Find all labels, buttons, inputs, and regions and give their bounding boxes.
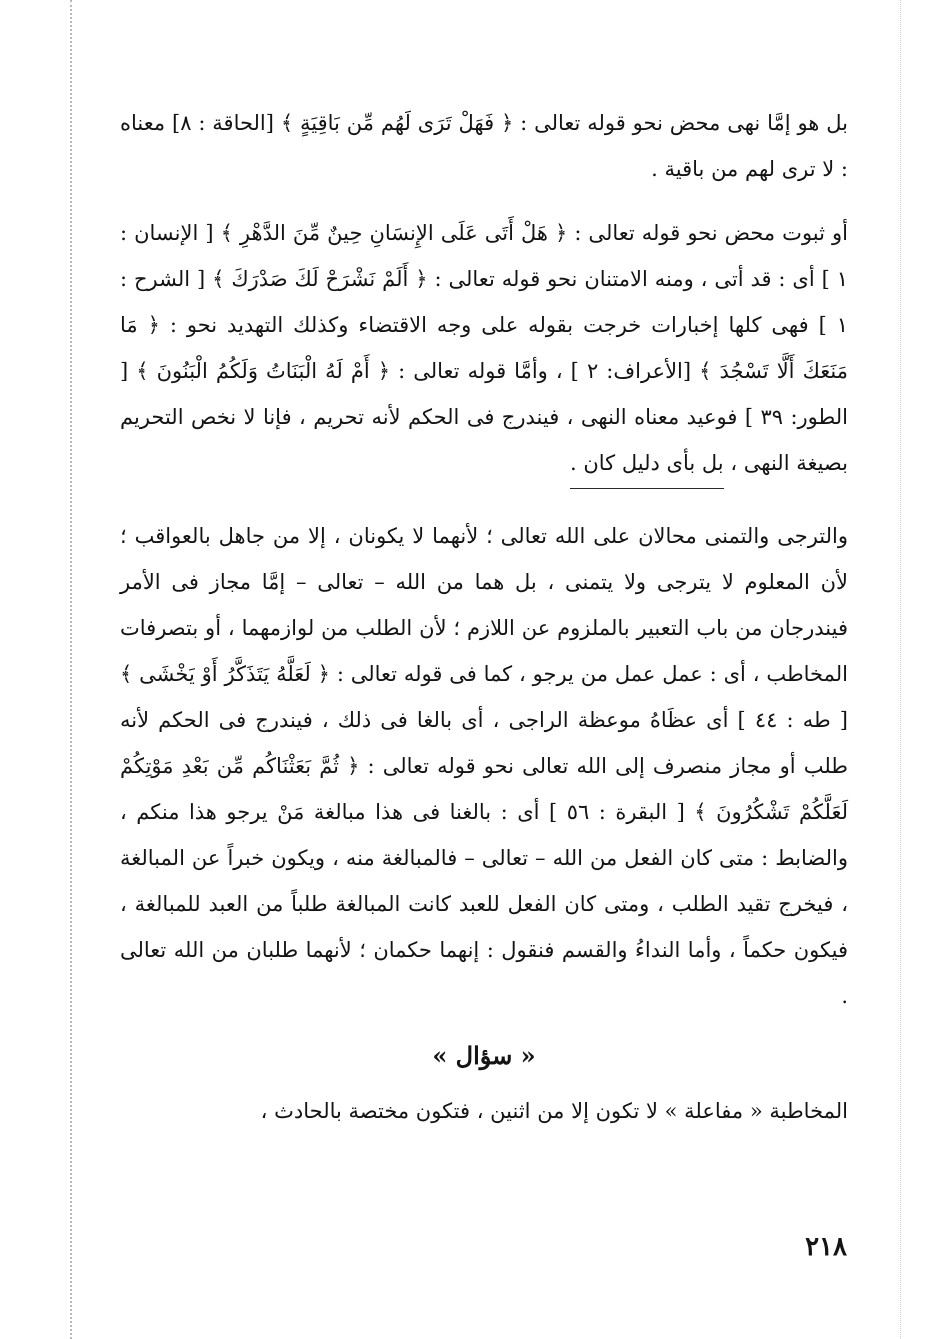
paragraph-2-underlined-tail: بل بأى دليل كان . (570, 440, 724, 489)
left-edge-dotted-line (70, 0, 72, 1339)
page-body (120, 100, 848, 1134)
paragraph-2 (120, 210, 848, 489)
section-heading: « سؤال » (432, 1041, 536, 1070)
paragraph-3: والترجى والتمنى محالان على الله تعالى ؛ لأنهما لا يكونان ، إلا من جاهل بالعواقب ؛ لأن المعلوم لا يترجى ولا يتمنى ، بل هما من الله – تعالى – إمَّا مجاز فى الأمر فيندرجان من باب التعبير بالملزوم عن اللازم ؛ لأن الطلب من لوازمهما ، أو بتصرفات المخاطب ، أى : عمل عمل من يرجو ، كما فى قوله تعالى : ﴿ لَعَلَّهُ يَتَذَكَّرُ أَوْ يَخْشَى ﴾ [ طه : ٤٤ ] أى عظَاهُ موعظة الراجى ، أى بالغا فى ذلك ، فيندرج فى الحكم لأنه طلب أو مجاز منصرف إلى الله تعالى نحو قوله تعالى : ﴿ ثُمَّ بَعَثْنَاكُم مِّن بَعْدِ مَوْتِكُمْ لَعَلَّكُمْ تَشْكُرُونَ ﴾ [ البقرة : ٥٦ ] أى : بالغنا فى هذا مبالغة مَنْ يرجو هذا منكم ، والضابط : متى كان الفعل من الله – تعالى – فالمبالغة منه ، ويكون خبراً عن المبالغة ، فيخرج تقيد الطلب ، ومتى كان الفعل للعبد كانت المبالغة طلباً من العبد للمبالغة ، فيكون حكماً ، وأما النداءُ والقسم فنقول : إنهما حكمان ؛ لأنهما طلبان من الله تعالى . (120, 524, 848, 1008)
paragraph-1: بل هو إمَّا نهى محض نحو قوله تعالى : ﴿ فَهَلْ تَرَى لَهُم مِّن بَاقِيَةٍ ﴾ [الحاقة : ٨] معناه : لا ترى لهم من باقية . (120, 111, 848, 181)
page-number: ٢١٨ (805, 1232, 847, 1262)
paragraph-4: المخاطبة « مفاعلة » لا تكون إلا من اثنين ، فتكون مختصة بالحادث ، (260, 1099, 848, 1123)
right-edge-dotted-line (900, 0, 901, 1339)
paragraph-2-text: أو ثبوت محض نحو قوله تعالى : ﴿ هَلْ أَتَى عَلَى الإِنسَانِ حِينٌ مِّنَ الدَّهْرِ ﴾ [ الإنسان : ١ ] أى : قد أتى ، ومنه الامتنان نحو قوله تعالى : ﴿ أَلَمْ نَشْرَحْ لَكَ صَدْرَكَ ﴾ [ الشرح : ١ ] فهى كلها إخبارات خرجت بقوله على وجه الاقتضاء وكذلك التهديد نحو : ﴿ مَا مَنَعَكَ أَلَّا تَسْجُدَ ﴾ [الأعراف: ٢ ] ، وأمَّا قوله تعالى : ﴿ أَمْ لَهُ الْبَنَاتُ وَلَكُمُ الْبَنُونَ ﴾ [ الطور: ٣٩ ] فوعيد معناه النهى ، فيندرج فى الحكم لأنه تحريم ، فإنا لا نخص التحريم بصيغة النهى ، (120, 221, 848, 475)
